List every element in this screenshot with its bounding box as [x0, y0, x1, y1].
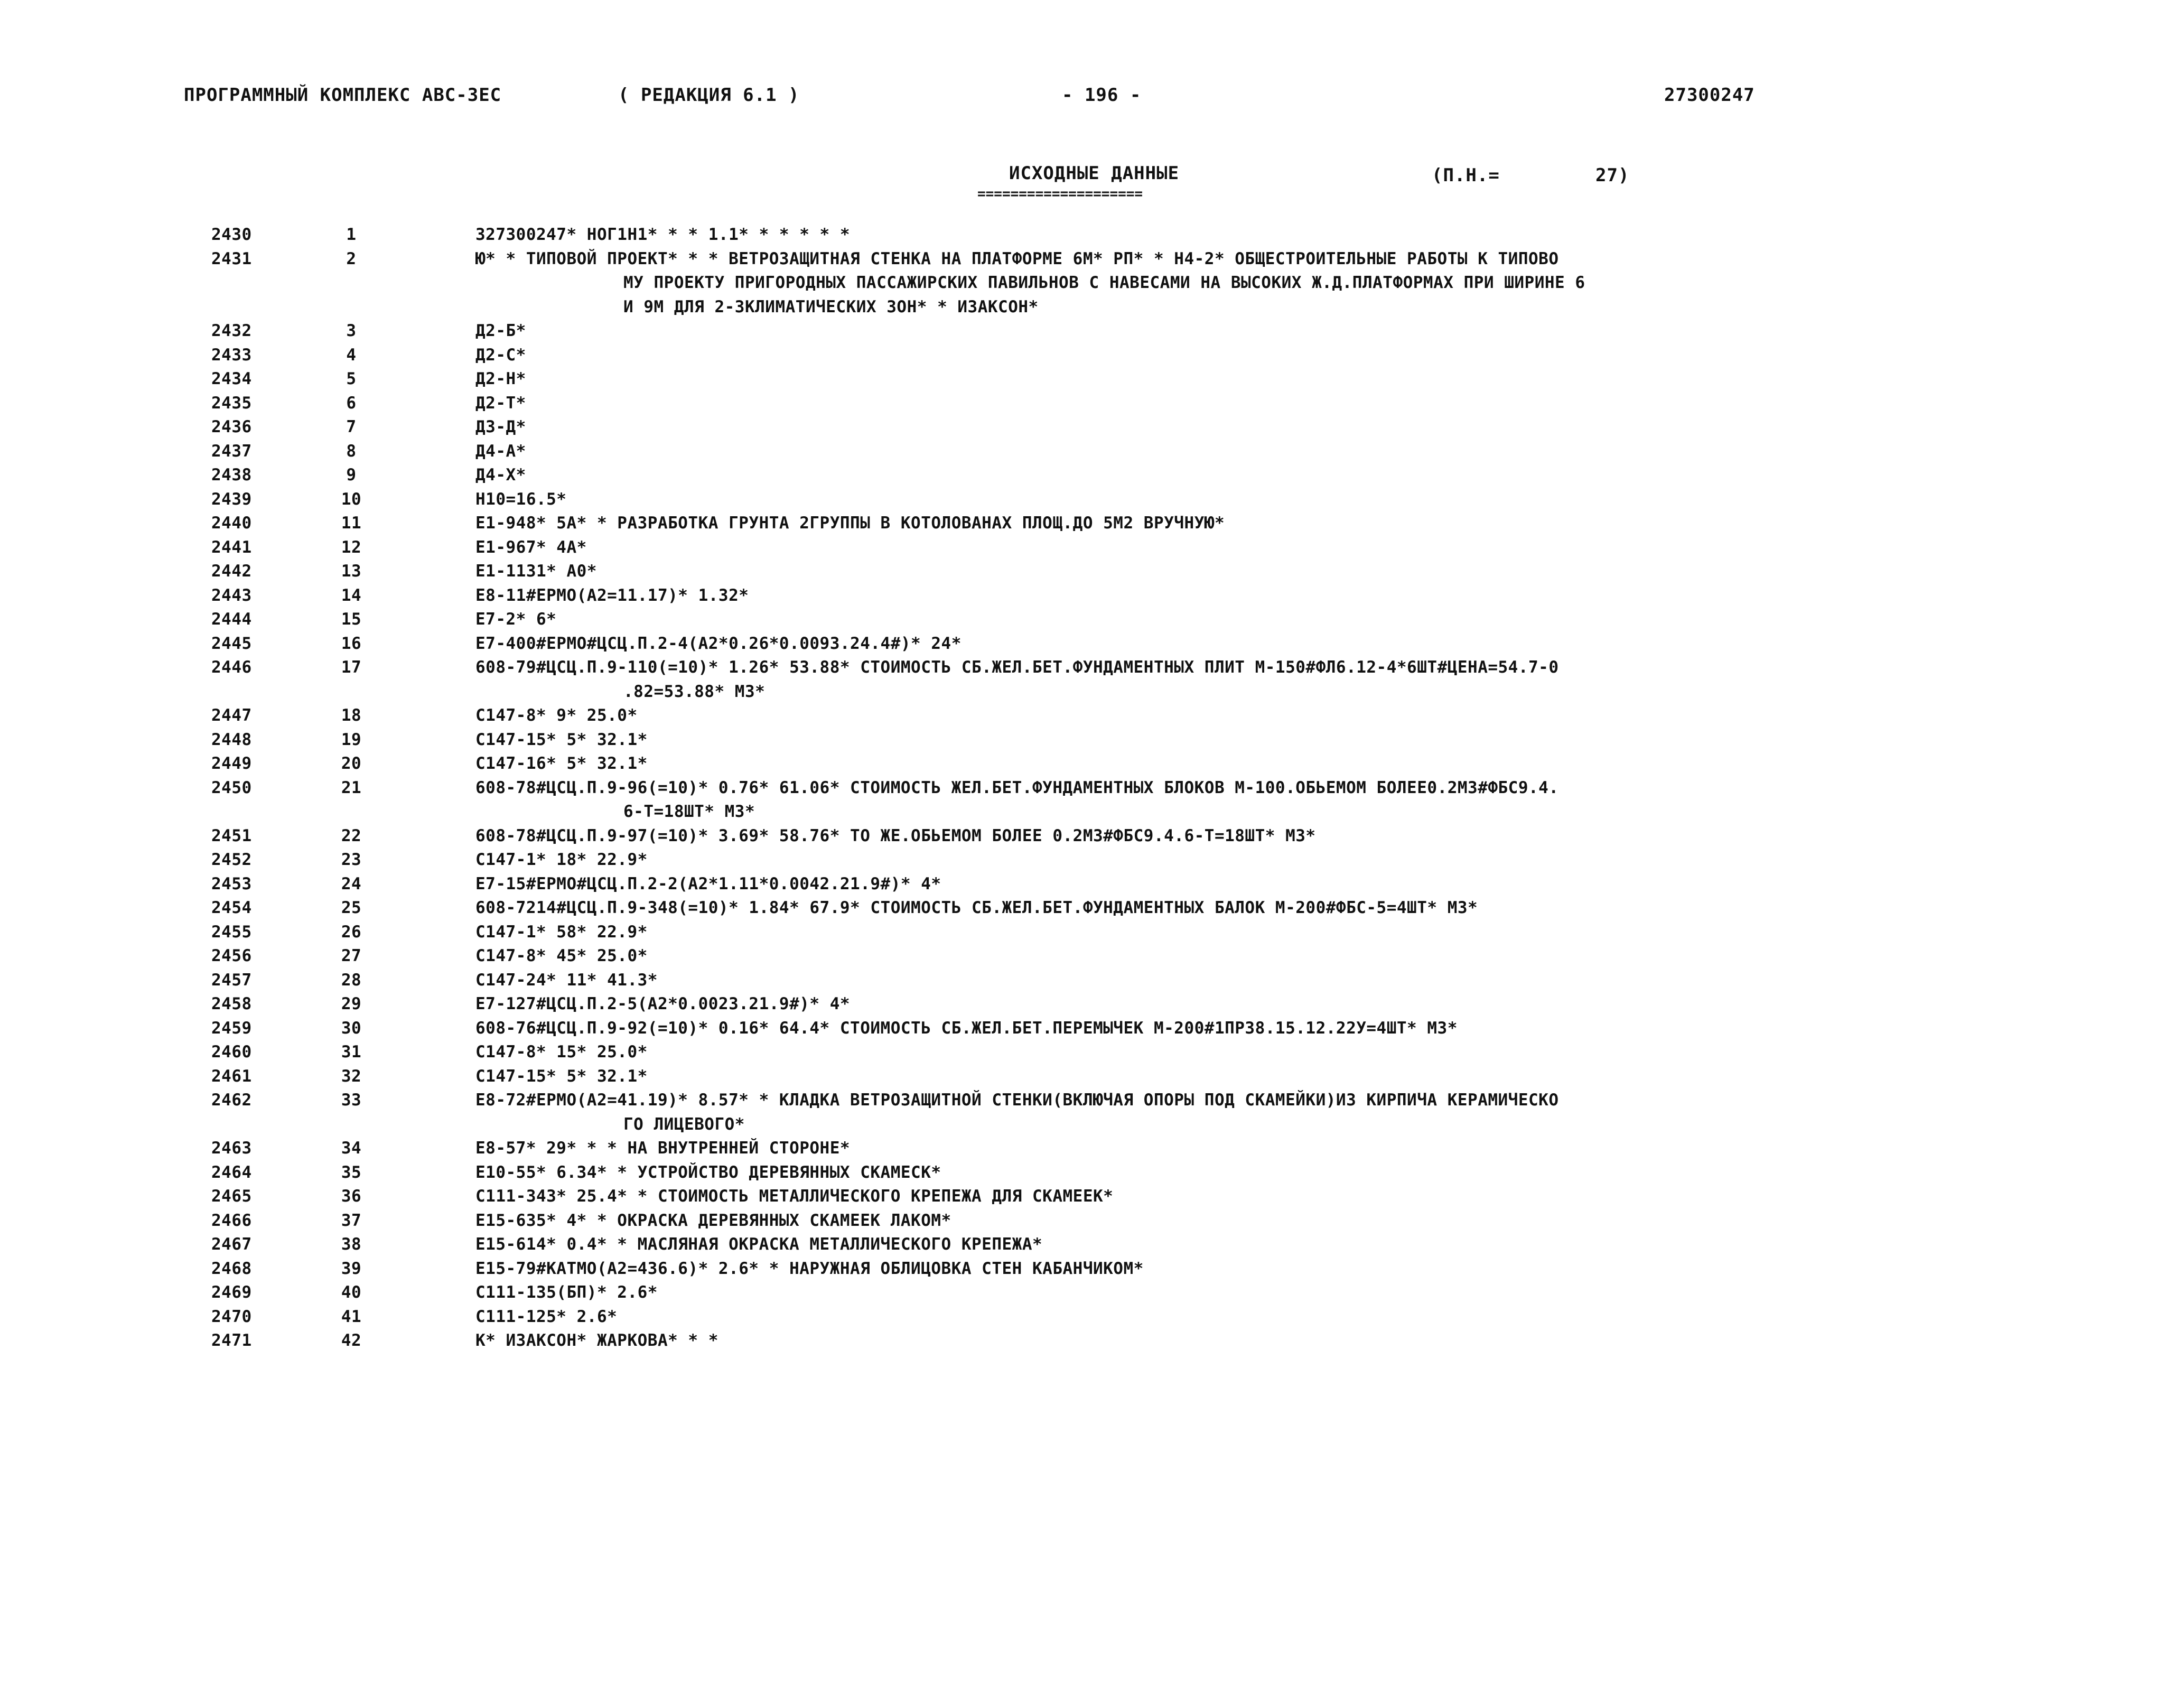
- local-line-number: 38: [341, 1235, 362, 1254]
- global-line-number: 2441: [211, 537, 252, 557]
- global-line-number: 2439: [211, 489, 252, 509]
- line-text: .82=53.88* М3*: [623, 682, 766, 701]
- global-line-number: 2430: [211, 225, 252, 244]
- local-line-number: 36: [341, 1187, 362, 1206]
- global-line-number: 2453: [211, 874, 252, 893]
- line-text: Е8-72#ЕРМО(А2=41.19)* 8.57* * КЛАДКА ВЕТРОЗАЩИТНОЙ СТЕНКИ(ВКЛЮЧАЯ ОПОРЫ ПОД СКАМЕЙКИ)ИЗ КИРПИЧА КЕРАМИЧЕСКО: [475, 1091, 1559, 1110]
- edition-label: ( РЕДАКЦИЯ 6.1 ): [618, 85, 800, 106]
- line-text: Е8-11#ЕРМО(А2=11.17)* 1.32*: [475, 585, 749, 605]
- listing-row: [0, 1137, 2184, 1161]
- document-code: 27300247: [1664, 85, 1755, 106]
- listing-row: [0, 511, 2184, 536]
- local-line-number: 16: [341, 634, 362, 653]
- listing-row: [0, 896, 2184, 920]
- line-text: Ю* * ТИПОВОЙ ПРОЕКТ* * * ВЕТРОЗАЩИТНАЯ СТЕНКА НА ПЛАТФОРМЕ 6М* РП* * Н4-2* ОБЩЕСТРОИТЕЛЬНЫЕ РАБОТЫ К ТИПОВО: [475, 249, 1559, 268]
- line-text: Д2-Н*: [475, 369, 526, 388]
- listing-row: [0, 704, 2184, 728]
- local-line-number: 19: [341, 730, 362, 749]
- line-text: С147-8* 9* 25.0*: [475, 706, 638, 725]
- local-line-number: 12: [341, 537, 362, 557]
- line-text: С111-343* 25.4* * СТОИМОСТЬ МЕТАЛЛИЧЕСКОГО КРЕПЕЖА ДЛЯ СКАМЕЕК*: [475, 1187, 1114, 1206]
- global-line-number: 2467: [211, 1235, 252, 1254]
- line-text: И 9М ДЛЯ 2-3КЛИМАТИЧЕСКИХ ЗОН* * ИЗАКСОН*: [623, 297, 1039, 316]
- local-line-number: 21: [341, 778, 362, 797]
- listing-row: [0, 367, 2184, 392]
- listing-row: [0, 752, 2184, 776]
- line-text: С111-135(БП)* 2.6*: [475, 1283, 658, 1302]
- global-line-number: 2470: [211, 1307, 252, 1326]
- global-line-number: 2431: [211, 249, 252, 268]
- global-line-number: 2433: [211, 345, 252, 365]
- global-line-number: 2456: [211, 946, 252, 965]
- local-line-number: 4: [346, 345, 357, 365]
- local-line-number: 14: [341, 585, 362, 605]
- listing-row: [0, 536, 2184, 560]
- global-line-number: 2447: [211, 706, 252, 725]
- global-line-number: 2438: [211, 466, 252, 485]
- line-text: 608-79#ЦСЦ.П.9-110(=10)* 1.26* 53.88* СТОИМОСТЬ СБ.ЖЕЛ.БЕТ.ФУНДАМЕНТНЫХ ПЛИТ М-150#ФЛ6.12-4*6ШТ#ЦЕНА=54.7-0: [475, 658, 1559, 677]
- global-line-number: 2451: [211, 826, 252, 845]
- global-line-number: 2465: [211, 1187, 252, 1206]
- listing-row: [0, 463, 2184, 488]
- local-line-number: 3: [346, 321, 357, 340]
- local-line-number: 34: [341, 1139, 362, 1158]
- local-line-number: 10: [341, 489, 362, 509]
- line-text: Е1-948* 5А* * РАЗРАБОТКА ГРУНТА 2ГРУППЫ В КОТОЛОВАНАХ ПЛОЩ.ДО 5М2 ВРУЧНУЮ*: [475, 514, 1225, 533]
- global-line-number: 2450: [211, 778, 252, 797]
- global-line-number: 2457: [211, 970, 252, 990]
- line-text: Е7-2* 6*: [475, 610, 557, 629]
- global-line-number: 2466: [211, 1211, 252, 1230]
- listing-row: [0, 488, 2184, 512]
- local-line-number: 37: [341, 1211, 362, 1230]
- local-line-number: 24: [341, 874, 362, 893]
- line-text: С147-1* 58* 22.9*: [475, 922, 648, 942]
- local-line-number: 7: [346, 417, 357, 436]
- listing-row: [0, 848, 2184, 872]
- local-line-number: 26: [341, 922, 362, 942]
- listing-row: [0, 1209, 2184, 1233]
- global-line-number: 2432: [211, 321, 252, 340]
- local-line-number: 20: [341, 754, 362, 773]
- global-line-number: 2459: [211, 1018, 252, 1038]
- local-line-number: 8: [346, 441, 357, 461]
- line-text: Е10-55* 6.34* * УСТРОЙСТВО ДЕРЕВЯННЫХ СКАМЕСК*: [475, 1162, 941, 1182]
- listing-row: [0, 1088, 2184, 1113]
- local-line-number: 1: [346, 225, 357, 244]
- local-line-number: 39: [341, 1259, 362, 1278]
- listing-row: [0, 656, 2184, 680]
- line-text: С147-24* 11* 41.3*: [475, 970, 658, 990]
- listing-row: [0, 969, 2184, 993]
- line-text: Е1-1131* А0*: [475, 562, 597, 581]
- line-text: Д4-А*: [475, 441, 526, 461]
- global-line-number: 2462: [211, 1091, 252, 1110]
- local-line-number: 13: [341, 562, 362, 581]
- listing-row: [0, 1233, 2184, 1257]
- global-line-number: 2437: [211, 441, 252, 461]
- local-line-number: 15: [341, 610, 362, 629]
- local-line-number: 29: [341, 994, 362, 1013]
- global-line-number: 2471: [211, 1331, 252, 1350]
- global-line-number: 2445: [211, 634, 252, 653]
- line-text: Е8-57* 29* * * НА ВНУТРЕННЕЙ СТОРОНЕ*: [475, 1139, 851, 1158]
- listing-row: [0, 944, 2184, 969]
- line-text: Е15-635* 4* * ОКРАСКА ДЕРЕВЯННЫХ СКАМЕЕК ЛАКОМ*: [475, 1211, 951, 1230]
- listing-row: [0, 1257, 2184, 1281]
- global-line-number: 2434: [211, 369, 252, 388]
- line-text: С147-8* 45* 25.0*: [475, 946, 648, 965]
- line-text: МУ ПРОЕКТУ ПРИГОРОДНЫХ ПАССАЖИРСКИХ ПАВИЛЬНОВ С НАВЕСАМИ НА ВЫСОКИХ Ж.Д.ПЛАТФОРМАХ ПРИ ШИРИНЕ 6: [623, 273, 1585, 292]
- global-line-number: 2463: [211, 1139, 252, 1158]
- line-text: К* ИЗАКСОН* ЖАРКОВА* * *: [475, 1331, 718, 1350]
- listing-row: [0, 632, 2184, 656]
- global-line-number: 2444: [211, 610, 252, 629]
- line-text: 608-78#ЦСЦ.П.9-97(=10)* 3.69* 58.76* ТО ЖЕ.ОБЬЕМОМ БОЛЕЕ 0.2М3#ФБС9.4.6-Т=18ШТ* М3*: [475, 826, 1316, 845]
- listing-row: [0, 1281, 2184, 1305]
- listing-row: [0, 1329, 2184, 1353]
- global-line-number: 2458: [211, 994, 252, 1013]
- local-line-number: 23: [341, 850, 362, 869]
- local-line-number: 25: [341, 898, 362, 917]
- local-line-number: 40: [341, 1283, 362, 1302]
- line-text: С147-15* 5* 32.1*: [475, 1066, 648, 1086]
- line-text: С111-125* 2.6*: [475, 1307, 618, 1326]
- line-text: Е15-614* 0.4* * МАСЛЯНАЯ ОКРАСКА МЕТАЛЛИЧЕСКОГО КРЕПЕЖА*: [475, 1235, 1043, 1254]
- global-line-number: 2468: [211, 1259, 252, 1278]
- global-line-number: 2435: [211, 393, 252, 413]
- line-text: Д2-С*: [475, 345, 526, 365]
- listing-row: [0, 1065, 2184, 1089]
- global-line-number: 2452: [211, 850, 252, 869]
- line-text: Д4-Х*: [475, 466, 526, 485]
- global-line-number: 2448: [211, 730, 252, 749]
- listing-row: [0, 392, 2184, 416]
- local-line-number: 17: [341, 658, 362, 677]
- local-line-number: 28: [341, 970, 362, 990]
- listing-row: [0, 680, 2184, 704]
- local-line-number: 41: [341, 1307, 362, 1326]
- line-text: Е1-967* 4А*: [475, 537, 587, 557]
- listing-row: [0, 776, 2184, 800]
- program-title: ПРОГРАММНЫЙ КОМПЛЕКС АВС-3ЕС: [184, 85, 502, 106]
- line-text: 6-Т=18ШТ* М3*: [623, 802, 755, 821]
- global-line-number: 2440: [211, 514, 252, 533]
- listing: [0, 223, 2184, 1353]
- listing-row: [0, 223, 2184, 247]
- local-line-number: 18: [341, 706, 362, 725]
- listing-row: [0, 872, 2184, 897]
- listing-row: [0, 440, 2184, 464]
- global-line-number: 2455: [211, 922, 252, 942]
- section-underline: ====================: [977, 186, 1143, 202]
- local-line-number: 35: [341, 1162, 362, 1182]
- listing-row: [0, 1040, 2184, 1065]
- listing-row: [0, 271, 2184, 295]
- local-line-number: 27: [341, 946, 362, 965]
- global-line-number: 2461: [211, 1066, 252, 1086]
- local-line-number: 9: [346, 466, 357, 485]
- local-line-number: 31: [341, 1042, 362, 1062]
- listing-row: [0, 728, 2184, 752]
- section-pn-value: 27): [1595, 165, 1630, 186]
- local-line-number: 42: [341, 1331, 362, 1350]
- global-line-number: 2454: [211, 898, 252, 917]
- line-text: Е15-79#КАТМО(А2=436.6)* 2.6* * НАРУЖНАЯ ОБЛИЦОВКА СТЕН КАБАНЧИКОМ*: [475, 1259, 1144, 1278]
- global-line-number: 2460: [211, 1042, 252, 1062]
- local-line-number: 5: [346, 369, 357, 388]
- line-text: 608-7214#ЦСЦ.П.9-348(=10)* 1.84* 67.9* СТОИМОСТЬ СБ.ЖЕЛ.БЕТ.ФУНДАМЕНТНЫХ БАЛОК М-200#ФБС-5=4ШТ* М3*: [475, 898, 1478, 917]
- local-line-number: 6: [346, 393, 357, 413]
- global-line-number: 2442: [211, 562, 252, 581]
- listing-row: [0, 824, 2184, 849]
- global-line-number: 2446: [211, 658, 252, 677]
- line-text: Д3-Д*: [475, 417, 526, 436]
- line-text: С147-8* 15* 25.0*: [475, 1042, 648, 1062]
- line-text: С147-15* 5* 32.1*: [475, 730, 648, 749]
- listing-row: [0, 1113, 2184, 1137]
- listing-row: [0, 584, 2184, 608]
- listing-row: [0, 295, 2184, 320]
- line-text: Е7-400#ЕРМО#ЦСЦ.П.2-4(А2*0.26*0.0093.24.4#)* 24*: [475, 634, 962, 653]
- local-line-number: 11: [341, 514, 362, 533]
- global-line-number: 2436: [211, 417, 252, 436]
- global-line-number: 2469: [211, 1283, 252, 1302]
- listing-row: [0, 920, 2184, 945]
- listing-row: [0, 608, 2184, 632]
- line-text: Е7-127#ЦСЦ.П.2-5(А2*0.0023.21.9#)* 4*: [475, 994, 851, 1013]
- local-line-number: 30: [341, 1018, 362, 1038]
- global-line-number: 2449: [211, 754, 252, 773]
- global-line-number: 2464: [211, 1162, 252, 1182]
- line-text: ГО ЛИЦЕВОГО*: [623, 1114, 745, 1134]
- line-text: З27300247* НОГ1Н1* * * 1.1* * * * * *: [475, 225, 851, 244]
- line-text: Д2-Т*: [475, 393, 526, 413]
- section-pn-label: (П.Н.=: [1432, 165, 1500, 186]
- listing-row: [0, 1305, 2184, 1329]
- line-text: Д2-Б*: [475, 321, 526, 340]
- section-title: ИСХОДНЫЕ ДАННЫЕ: [1009, 163, 1180, 184]
- local-line-number: 33: [341, 1091, 362, 1110]
- line-text: С147-1* 18* 22.9*: [475, 850, 648, 869]
- local-line-number: 22: [341, 826, 362, 845]
- listing-row: [0, 247, 2184, 272]
- listing-row: [0, 415, 2184, 440]
- line-text: Е7-15#ЕРМО#ЦСЦ.П.2-2(А2*1.11*0.0042.21.9#)* 4*: [475, 874, 941, 893]
- global-line-number: 2443: [211, 585, 252, 605]
- listing-row: [0, 1017, 2184, 1041]
- listing-row: [0, 560, 2184, 584]
- local-line-number: 32: [341, 1066, 362, 1086]
- line-text: 608-78#ЦСЦ.П.9-96(=10)* 0.76* 61.06* СТОИМОСТЬ ЖЕЛ.БЕТ.ФУНДАМЕНТНЫХ БЛОКОВ М-100.ОБЬЕМОМ БОЛЕЕ0.2М3#ФБС9.4.: [475, 778, 1559, 797]
- listing-row: [0, 1161, 2184, 1185]
- listing-row: [0, 343, 2184, 368]
- line-text: Н10=16.5*: [475, 489, 567, 509]
- page-number: - 196 -: [1062, 85, 1142, 106]
- listing-row: [0, 1185, 2184, 1209]
- line-text: С147-16* 5* 32.1*: [475, 754, 648, 773]
- line-text: 608-76#ЦСЦ.П.9-92(=10)* 0.16* 64.4* СТОИМОСТЬ СБ.ЖЕЛ.БЕТ.ПЕРЕМЫЧЕК М-200#1ПР38.15.12.22У=4ШТ* М3*: [475, 1018, 1458, 1038]
- local-line-number: 2: [346, 249, 357, 268]
- listing-row: [0, 800, 2184, 824]
- listing-row: [0, 992, 2184, 1017]
- listing-row: [0, 319, 2184, 343]
